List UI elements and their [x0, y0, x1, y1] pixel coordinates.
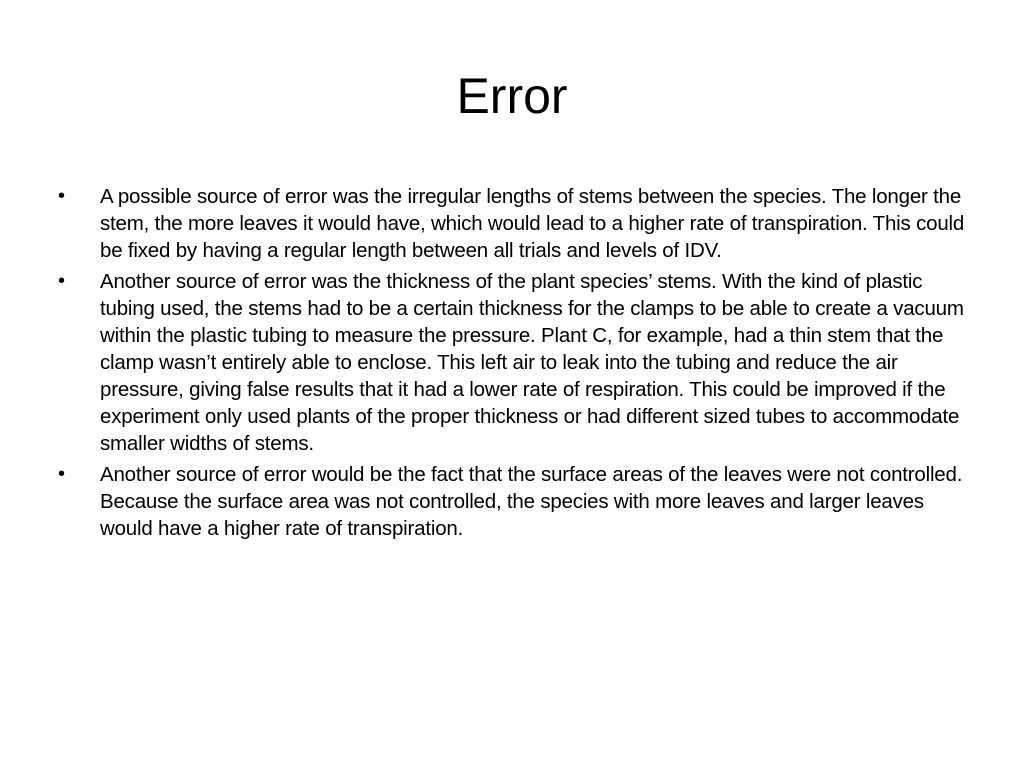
bullet-item-2: [58, 268, 978, 457]
bullet-marker: •: [58, 270, 66, 292]
bullet-item-3: [58, 461, 978, 542]
bullet-text: Another source of error would be the fact that the surface areas of the leaves were not controlled. Because the surface area was not controlled, the species with more leaves and larger leaves would have a higher rate of transpiration.: [100, 463, 963, 540]
slide-title: Error: [456, 68, 568, 124]
bullet-item-1: [58, 183, 978, 264]
bullet-marker: •: [58, 463, 66, 485]
bullet-text: A possible source of error was the irregular lengths of stems between the species. The longer the stem, the more leaves it would have, which would lead to a higher rate of transpiration. This could be fixed by having a regular length between all trials and levels of IDV.: [100, 185, 965, 262]
bullet-text: Another source of error was the thickness of the plant species’ stems. With the kind of plastic tubing used, the stems had to be a certain thickness for the clamps to be able to create a vacuum within the plastic tubing to measure the pressure. Plant C, for example, had a thin stem that the clamp wasn’t entirely able to enclose. This left air to leak into the tubing and reduce the air pressure, giving false results that it had a lower rate of respiration. This could be improved if the experiment only used plants of the proper thickness or had different sized tubes to accommodate smaller widths of stems.: [100, 270, 964, 455]
bullet-list: [58, 183, 978, 546]
bullet-marker: •: [58, 185, 66, 207]
